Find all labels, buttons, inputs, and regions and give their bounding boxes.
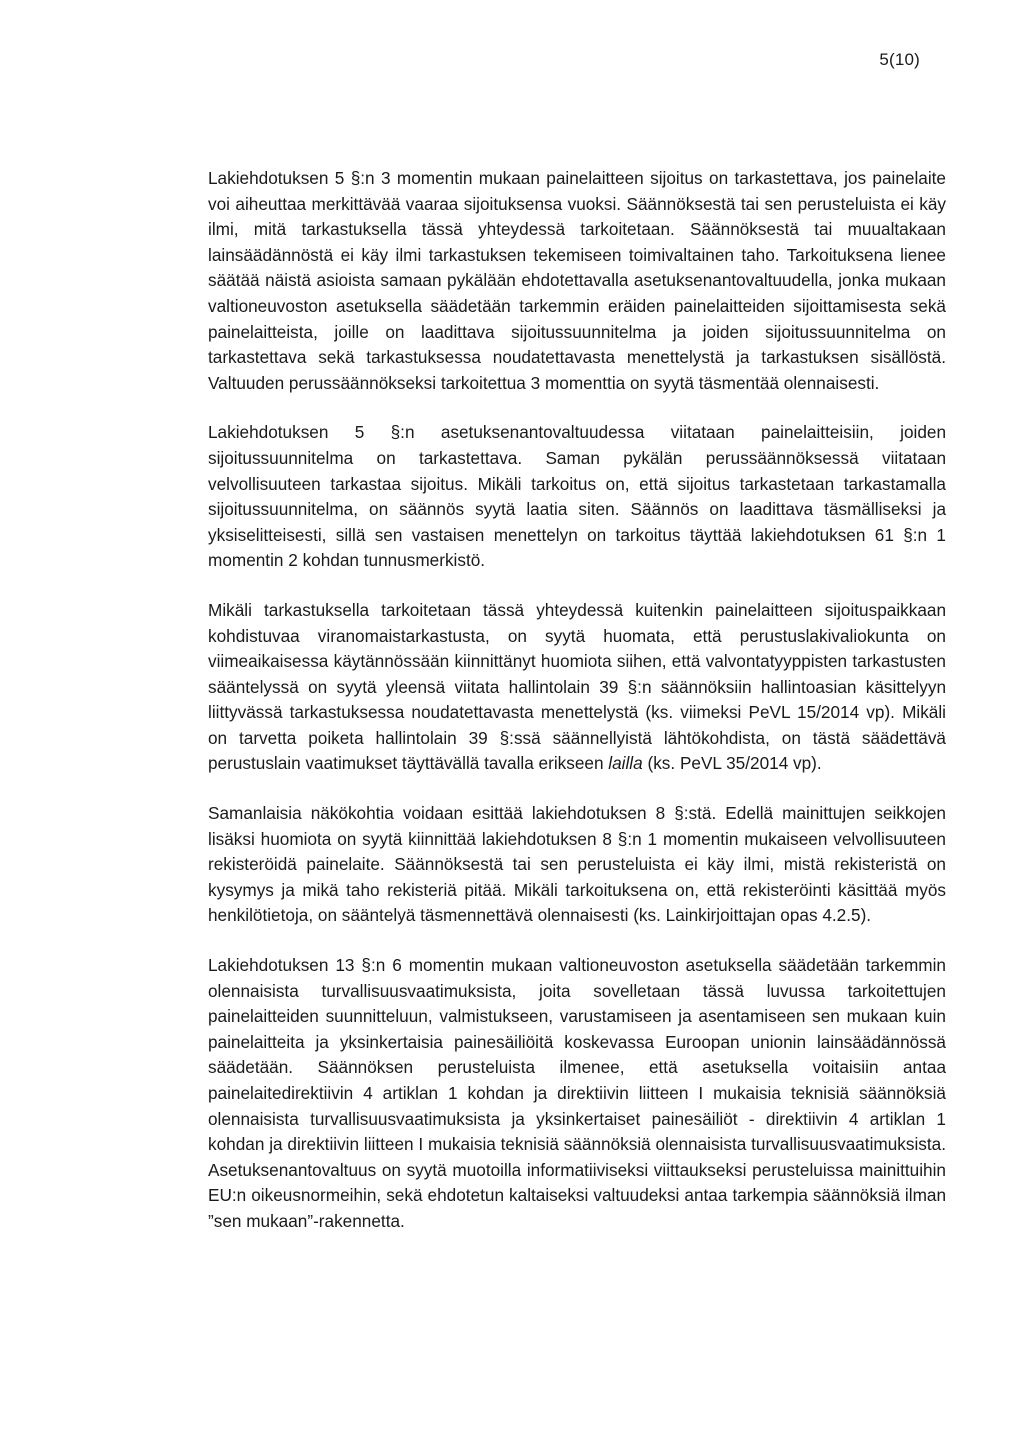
page-number: 5(10) <box>879 50 920 69</box>
paragraph-2: Lakiehdotuksen 5 §:n asetuksenantovaltuudessa viitataan painelaitteisiin, joiden sijoitussuunnitelma on tarkastettava. Saman pykälän perussäännöksessä viitataan velvollisuuteen tarkastaa sijoitus. Mikäli tarkoitus on, että sijoitus tarkastetaan tarkastamalla sijoitussuunnitelma, on säännös syytä laatia siten. Säännös on laadittava täsmälliseksi ja yksiselitteisesti, sillä sen vastaisen menettelyn on tarkoitus täyttää lakiehdotuksen 61 §:n 1 momentin 2 kohdan tunnusmerkistö. <box>208 422 946 571</box>
paragraph-3-text-end: (ks. PeVL 35/2014 vp). <box>642 753 822 774</box>
paragraph-3 <box>208 598 946 777</box>
paragraph-1: Lakiehdotuksen 5 §:n 3 momentin mukaan painelaitteen sijoitus on tarkastettava, jos painelaite voi aiheuttaa merkittävää vaaraa sijoituksensa vuoksi. Säännöksestä tai sen perusteluista ei käy ilmi, mitä tarkastuksella tässä yhteydessä tarkoitetaan. Säännöksestä tai muualtakaan lainsäädännöstä ei käy ilmi tarkastuksen tekemiseen toimivaltainen taho. Tarkoituksena lienee säätää näistä asioista samaan pykälään ehdotettavalla asetuksenantovaltuudella, jonka mukaan valtioneuvoston asetuksella säädetään tarkemmin eräiden painelaitteiden sijoittamisesta sekä painelaitteista, joille on laadittava sijoitussuunnitelma ja joiden sijoitussuunnitelma on tarkastettava sekä tarkastuksessa noudatettavasta menettelystä ja tarkastuksen sisällöstä. Valtuuden perussäännökseksi tarkoitettua 3 momenttia on syytä täsmentää olennaisesti. <box>208 168 946 393</box>
paragraph-3-text: Mikäli tarkastuksella tarkoitetaan tässä yhteydessä kuitenkin painelaitteen sijoituspaikkaan kohdistuvaa viranomaistarkastusta, on syytä huomata, että perustuslakivaliokunta on viimeaikaisessa käytännössään kiinnittänyt huomiota siihen, että valvontatyyppisten tarkastusten sääntelyssä on syytä yleensä viitata hallintolain 39 §:n säännöksiin hallintoasian käsittelyyn liittyvässä tarkastuksessa noudatettavasta menettelystä (ks. viimeksi PeVL 15/2014 vp). Mikäli on tarvetta poiketa hallintolain 39 §:ssä säännellyistä lähtökohdista, on tästä säädettävä perustuslain vaatimukset täyttävällä tavalla erikseen <box>208 599 946 774</box>
paragraph-4: Samanlaisia näkökohtia voidaan esittää lakiehdotuksen 8 §:stä. Edellä mainittujen seikkojen lisäksi huomiota on syytä kiinnittää lakiehdotuksen 8 §:n 1 momentin mukaiseen velvollisuuteen rekisteröidä painelaite. Säännöksestä tai sen perusteluista ei käy ilmi, mistä rekisteristä on kysymys ja mikä taho rekisteriä pitää. Mikäli tarkoituksena on, että rekisteröinti käsittää myös henkilötietoja, on sääntelyä täsmennettävä olennaisesti (ks. Lainkirjoittajan opas 4.2.5). <box>208 803 946 926</box>
paragraph-3-italic-text: lailla <box>608 753 643 774</box>
paragraph-5: Lakiehdotuksen 13 §:n 6 momentin mukaan valtioneuvoston asetuksella säädetään tarkemmin olennaisista turvallisuusvaatimuksista, joita sovelletaan tässä luvussa tarkoitettujen painelaitteiden suunnitteluun, valmistukseen, varustamiseen ja asentamiseen sen mukaan kuin painelaitteita ja yksinkertaisia painesäiliöitä koskevassa Euroopan unionin lainsäädännössä säädetään. Säännöksen perusteluista ilmenee, että asetuksella voitaisiin antaa painelaitedirektiivin 4 artiklan 1 kohdan ja direktiivin liitteen I mukaisia teknisiä säännöksiä olennaisista turvallisuusvaatimuksista ja yksinkertaiset painesäiliöt - direktiivin 4 artiklan 1 kohdan ja direktiivin liitteen I mukaisia teknisiä säännöksiä olennaisista turvallisuusvaatimuksista. Asetuksenantovaltuus on syytä muotoilla informatiiviseksi viittaukseksi perusteluissa mainittuihin EU:n oikeusnormeihin, sekä ehdotetun kaltaiseksi valtuudeksi antaa tarkempia säännöksiä ilman ”sen mukaan”-rakennetta. <box>208 955 946 1231</box>
document-body <box>208 166 946 1259</box>
